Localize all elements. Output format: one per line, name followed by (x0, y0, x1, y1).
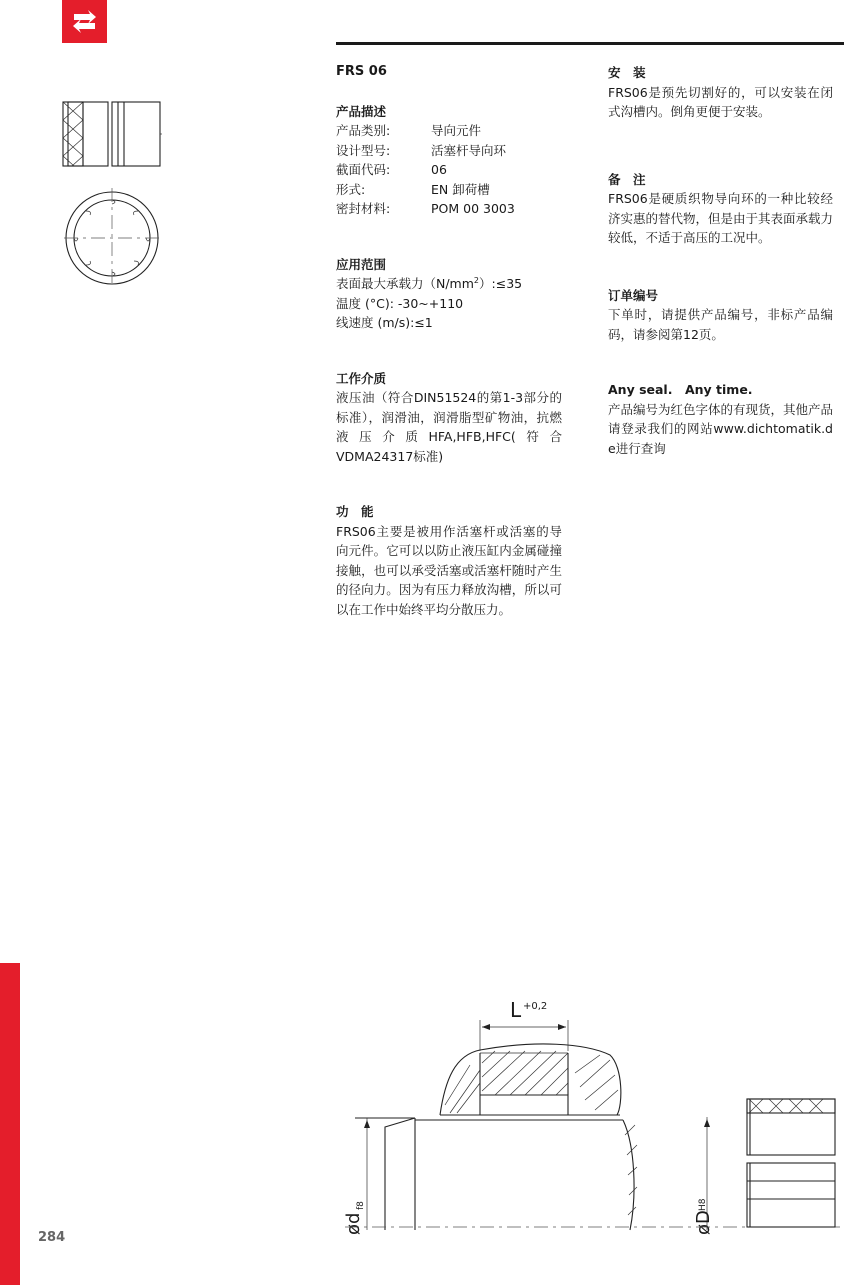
description-key: 形式: (336, 181, 366, 197)
bore-diameter-tolerance: H8 (698, 1198, 708, 1211)
description-value: EN 卸荷槽 (431, 181, 490, 197)
double-arrow-logo-icon (62, 0, 107, 43)
description-value: POM 00 3003 (431, 201, 515, 216)
rod-diameter-tolerance: f8 (356, 1201, 366, 1210)
stock-note-text: 产品编号为红色字体的有现货，其他产品请登录我们的网站www.dichtomatik.de进行查询 (608, 401, 834, 456)
application-temperature: 温度 (°C): -30~+110 (336, 295, 464, 311)
description-row (336, 180, 562, 200)
description-row (336, 160, 562, 180)
ring-side-view-illustration (62, 98, 162, 170)
notes-text: FRS06是硬质织物导向环的一种比较经济实惠的替代物，但是由于其表面承载力较低，不适于高压的工况中。 (608, 191, 834, 245)
application-load-label: 表面最大承载力（N/mm (336, 276, 474, 291)
application-load-value: ）:≤35 (479, 276, 523, 291)
installation-text: FRS06是预先切割好的，可以安装在闭式沟槽内。倒角更便于安装。 (608, 84, 833, 119)
rod-diameter-label: ød (343, 1212, 364, 1235)
right-column (608, 62, 833, 458)
ring-front-view-illustration (64, 188, 164, 288)
left-column (336, 62, 562, 619)
bore-diameter-label: øD (693, 1210, 714, 1235)
slogan: Any seal. Any time. (608, 382, 753, 397)
description-value: 导向元件 (431, 123, 482, 138)
side-tab-bar (0, 963, 20, 1285)
description-key: 产品类别: (336, 123, 391, 138)
media-heading: 工作介质 (336, 370, 387, 386)
description-row (336, 199, 562, 219)
page-number: 284 (38, 1230, 66, 1245)
notes-heading: 备 注 (608, 171, 646, 187)
function-heading: 功 能 (336, 504, 374, 519)
description-key: 密封材料: (336, 201, 391, 216)
application-load (336, 274, 562, 294)
description-heading: 产品描述 (336, 103, 387, 119)
function-text: FRS06主要是被用作活塞杆或活塞的导向元件。它可以以防止液压缸内金属碰撞接触，也可以承受活塞或活塞杆随时产生的径向力。因为有压力释放沟槽，所以可以在工作中始终平均分散压力。 (336, 523, 562, 617)
application-speed: 线速度 (m/s):≤1 (336, 315, 433, 330)
product-code: FRS 06 (336, 64, 387, 79)
description-row (336, 141, 562, 161)
description-key: 截面代码: (336, 162, 391, 177)
header-rule (336, 42, 844, 45)
order-text: 下单时，请提供产品编号，非标产品编码，请参阅第12页。 (608, 307, 833, 342)
description-key: 设计型号: (336, 142, 391, 158)
length-tolerance-label: +0,2 (523, 1001, 548, 1012)
description-table (336, 121, 562, 219)
description-value: 活塞杆导向环 (431, 142, 507, 158)
application-heading: 应用范围 (336, 256, 387, 272)
media-text: 液压油（符合DIN51524的第1-3部分的标准），润滑油，润滑脂型矿物油，抗燃液压介质HFA,HFB,HFC(符合VDMA24317标准) (336, 390, 562, 464)
brand-logo (62, 0, 107, 43)
description-value: 06 (431, 162, 447, 177)
length-dimension-label: L (510, 998, 522, 1022)
application-load-unit-exp: 2 (473, 275, 480, 285)
installation-heading: 安 装 (608, 65, 646, 80)
installation-drawing (345, 995, 845, 1245)
order-heading: 订单编号 (608, 287, 659, 303)
description-row (336, 121, 562, 141)
